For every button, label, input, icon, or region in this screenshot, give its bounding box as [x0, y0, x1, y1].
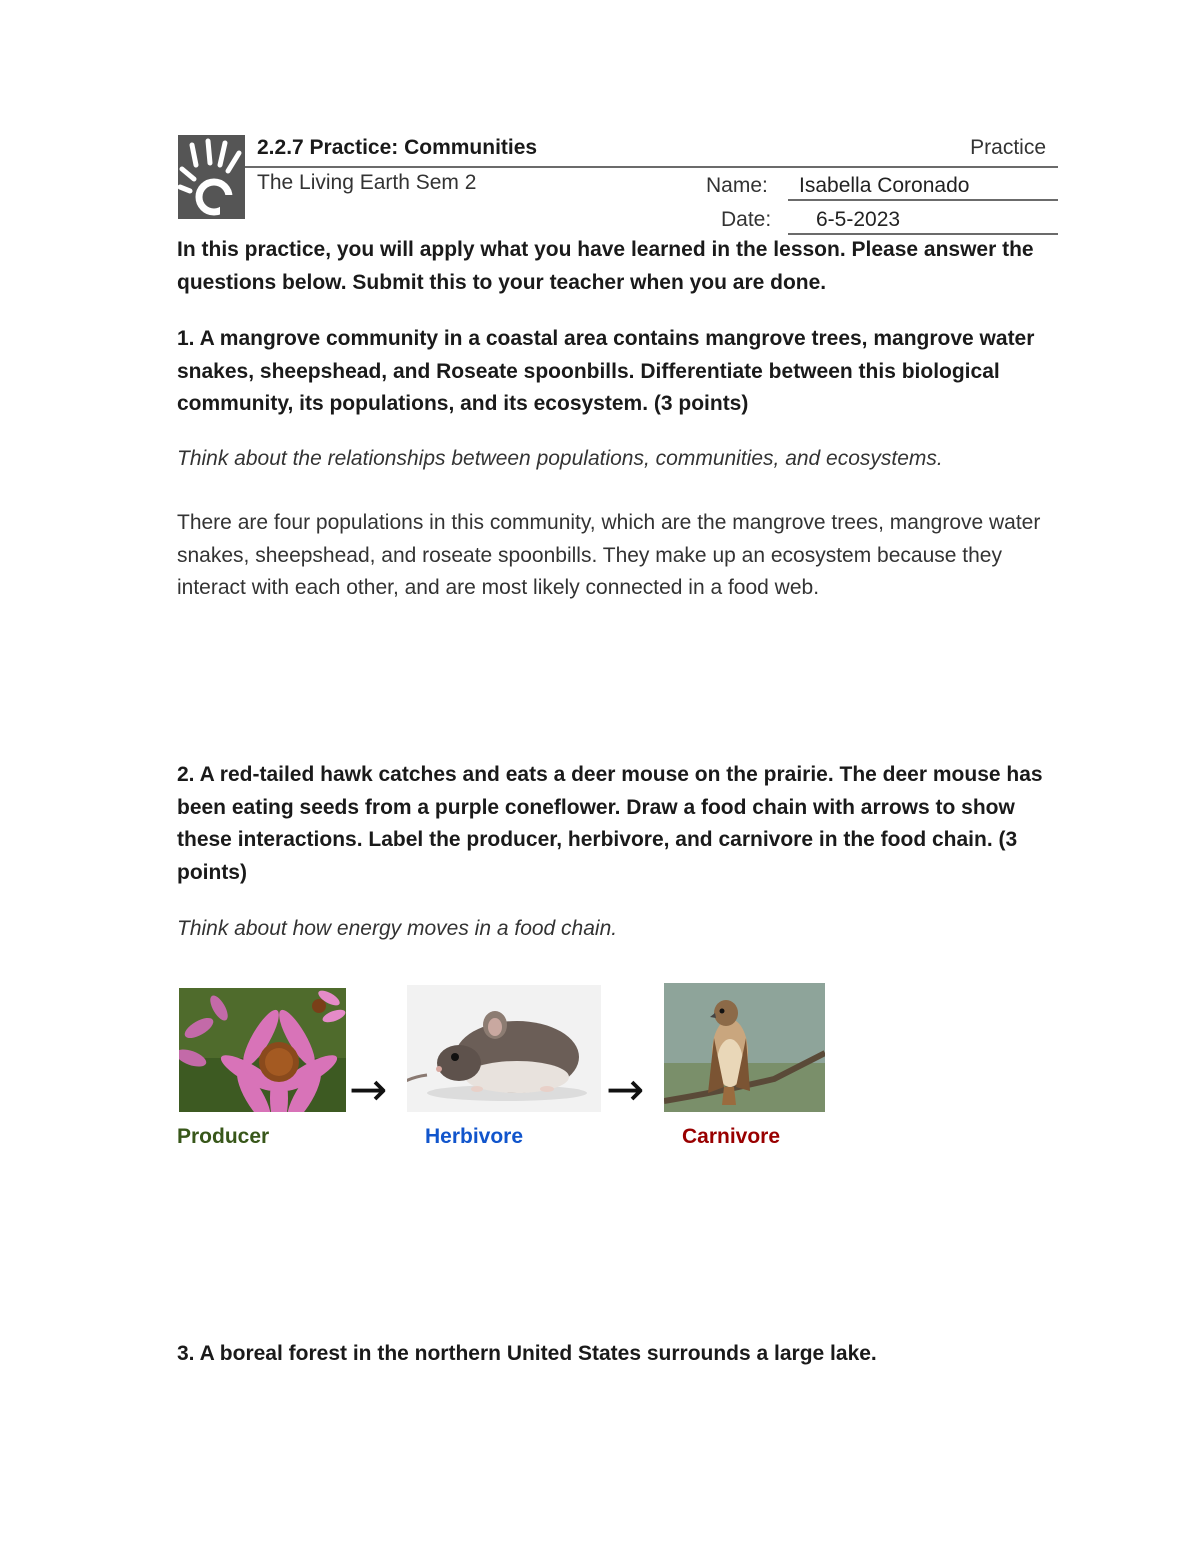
activity-type: Practice [970, 136, 1046, 159]
publisher-logo [178, 135, 245, 219]
arrow-icon: → [349, 1062, 388, 1116]
coneflower-photo [179, 988, 346, 1112]
herbivore-label: Herbivore [425, 1125, 524, 1148]
deer-mouse-photo [407, 985, 601, 1112]
name-label: Name: [706, 174, 768, 197]
question-2: 2. A red-tailed hawk catches and eats a deer mouse on the prairie. The deer mouse has been eating seeds from a purple coneflower. Draw a food chain with arrows to show these interactions. Label the producer, herbivore, and carnivore in the food chain. (3 points) [177, 763, 1043, 884]
question-1-answer: There are four populations in this community, which are the mangrove trees, mangrove water snakes, sheepshead, and roseate spoonbills. They make up an ecosystem because they interact with each other, and are most likely connected in a food web. [177, 511, 1041, 599]
question-1-hint: Think about the relationships between populations, communities, and ecosystems. [177, 447, 943, 470]
date-value: 6-5-2023 [816, 208, 901, 231]
question-2-hint: Think about how energy moves in a food chain. [177, 917, 618, 940]
date-label: Date: [721, 208, 772, 231]
activity-title: 2.2.7 Practice: Communities [257, 136, 538, 159]
arrow-icon: → [606, 1062, 645, 1116]
question-3: 3. A boreal forest in the northern United States surrounds a large lake. [177, 1342, 877, 1365]
course-name: The Living Earth Sem 2 [257, 171, 477, 194]
header-divider [245, 166, 1058, 168]
instructions: In this practice, you will apply what you have learned in the lesson. Please answer the questions below. Submit this to your teacher when you are done. [177, 238, 1034, 294]
red-tailed-hawk-photo [664, 983, 825, 1112]
carnivore-label: Carnivore [682, 1125, 781, 1148]
name-underline [788, 199, 1058, 201]
name-value: Isabella Coronado [799, 174, 970, 197]
question-1: 1. A mangrove community in a coastal area contains mangrove trees, mangrove water snakes, sheepshead, and Roseate spoonbills. Differentiate between this biological community, its populations, and its ecosystem. (3 points) [177, 327, 1035, 415]
producer-label: Producer [177, 1125, 270, 1148]
